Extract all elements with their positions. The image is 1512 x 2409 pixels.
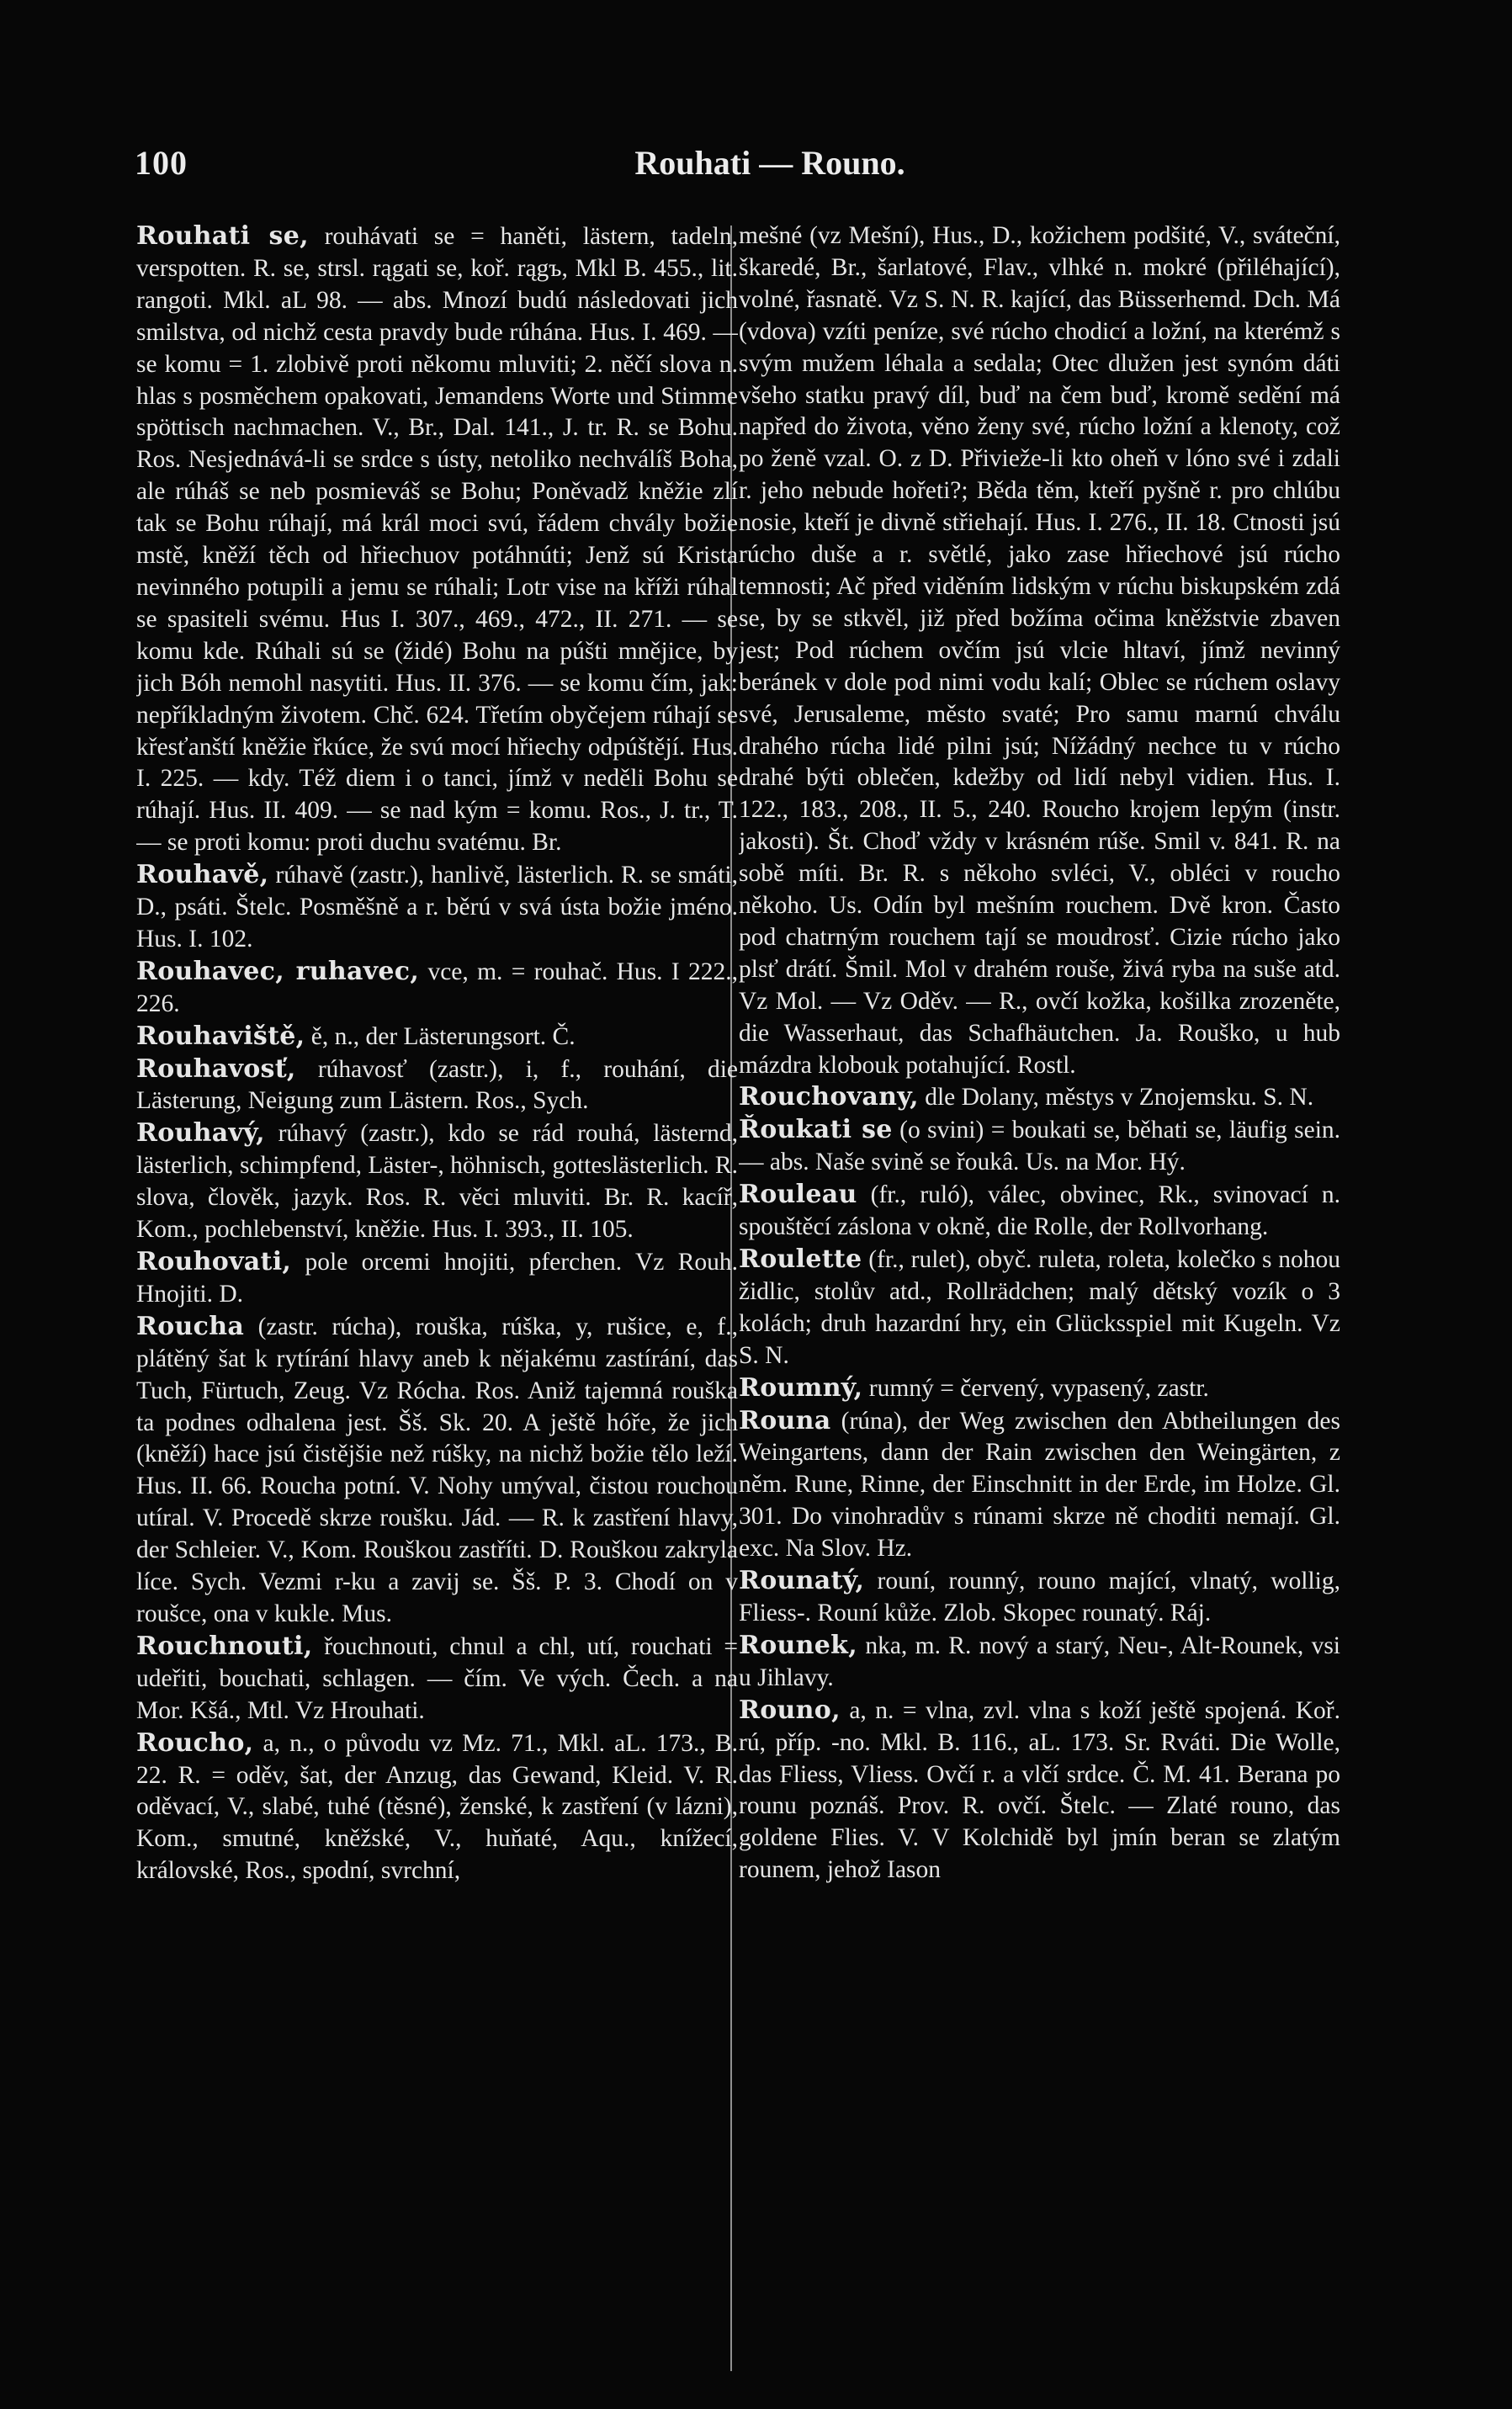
dictionary-entry [739, 1695, 1340, 1886]
entry-headword: Rouhavosť, [136, 1053, 296, 1084]
running-head: Rouhati — Rouno. [634, 144, 905, 182]
entry-text: rúhavý (zastr.), kdo se rád rouhá, lästernd, lästerlich, schimpfend, Läster-, höhnisch, gotteslästerlich. R. slova, člověk, jazyk. Ros. R. věci mluviti. Br. R. kacíř, Kom., pochlebenství, kněžie. Hus. I. 393., II. 105. [136, 1120, 738, 1244]
entry-headword: Rouhavě, [136, 860, 269, 890]
entry-headword: Rouna [739, 1405, 831, 1435]
entry-text: rumný = červený, vypasený, zastr. [868, 1374, 1209, 1402]
entry-text: mešné (vz Mešní), Hus., D., kožichem podšité, V., sváteční, škaredé, Br., šarlatové, Flav., vlhké n. mokré (přiléhající), volné, řasnatě. Vz S. N. R. kající, das Büsserhemd. Dch. Má (vdova) vzíti peníze, své rúcho chodicí a ložní, na kterémž s svým mužem léhala a sedala; Otec dlužen jest synóm dáti všeho statku pravý díl, buď na čem buď, kromě sedění má napřed do života, věno ženy své, rúcho ložní a klenoty, což po ženě vzal. O. z D. Přivieže-li kto oheň v lóno své i zdali r. jeho nebude hořeti?; Běda těm, kteří pyšně r. pro chlúbu nosie, kteří je divně střiehají. Hus. I. 276., II. 18. Ctnosti jsú rúcho duše a r. světlé, jako zase hřiechové jsú rúcho temnosti; Ač před viděním lidským v rúchu biskupském zdá se, by se stkvěl, již před božíma očima kněžstvie zbaven jest; Pod rúchem ovčím jsú vlcie hltaví, jímž nevinný beránek v dole pod nimi vodu kalí; Oblec se rúchem oslavy své, Jerusaleme, město svaté; Pro samu marnú chválu drahého rúcha lidé pilni jsú; Nížádný nechce tu v rúcho drahé býti oblečen, kdežby od lidí nebyl vidien. Hus. I. 122., 183., 208., II. 5., 240. Roucho krojem lepým (instr. jakosti). Št. Choď vždy v krásném rúše. Smil v. 841. R. na sobě míti. Br. R. s někoho svléci, V., obléci v roucho někoho. Us. Odín byl mešním rouchem. Dvě kron. Často pod chatrným rouchem tají se moudrosť. Cizie rúcho jako plsť drátí. Šmil. Mol v drahém rouše, živá ryba na suše atd. Vz Mol. — Vz Oděv. — R., ovčí kožka, košilka zrozeněte, die Wasserhaut, das Schafhäutchen. Ja. Rouško, u hub mázdra klobouk potahující. Rostl. [739, 222, 1340, 1079]
page-number: 100 [135, 144, 188, 182]
entry-headword: Rouhaviště, [136, 1021, 305, 1051]
entry-text: (fr., rulet), obyč. ruleta, roleta, kolečko s nohou židlic, stolův atd., Rollrädchen; malý dětský vozík o 3 kolách; druh hazardní hry, ein Glücksspiel mit Kugeln. Vz S. N. [739, 1246, 1340, 1369]
entry-headword: Rouchnouti, [136, 1631, 313, 1661]
entry-text: rouhávati se = haněti, lästern, tadeln, verspotten. R. se, strsl. rągati se, koř. rągъ, Mkl B. 455., lit. rangoti. Mkl. aL 98. — abs. Mnozí budú následovati jich smilstva, od nichž cesta pravdy bude rúhána. Hus. I. 469. — se komu = 1. zlobivě proti někomu mluviti; 2. něčí slova n. hlas s posměchem opakovati, Jemandens Worte und Stimme spöttisch nachmachen. V., Br., Dal. 141., J. tr. R. se Bohu. Ros. Nesjednává-li se srdce s ústy, netoliko nechválíš Boha, ale rúháš se neb posmieváš se Bohu; Poněvadž kněžie zlí tak se Bohu rúhají, má král moci svú, řádem chvály božie mstě, kněží těch od hřiechuov potáhnúti; Jenž sú Krista nevinného potupili a jemu se rúhali; Lotr vise na kříži rúhal se spasiteli svému. Hus I. 307., 469., 472., II. 271. — se komu kde. Rúhali sú se (židé) Bohu na púšti mnějice, by jich Bóh nemohl nasytiti. Hus. II. 376. — se komu čím, jak: nepříkladným životem. Chč. 624. Třetím obyčejem rúhají se křesťanští kněžie řkúce, že svú mocí hřiechy odpúštějí. Hus. I. 225. — kdy. Též diem i o tanci, jímž v neděli Bohu se rúhají. Hus. II. 409. — se nad kým = komu. Ros., J. tr., T. — se proti komu: proti duchu svatému. Br. [136, 223, 738, 857]
entry-text: (zastr. rúcha), rouška, rúška, y, rušice, e, f., plátěný šat k rytírání hlavy aneb k nějakému zastírání, das Tuch, Fürtuch, Zeug. Vz Rócha. Ros. Aniž tajemná rouška ta podnes odhalena jest. Šš. Sk. 20. A ještě hóře, že jich (kněží) hace jsú čistějšie než rúšky, na nichž božie tělo leží. Hus. II. 66. Roucha potní. V. Nohy umýval, čistou rouchou utíral. V. Procedě skrze roušku. Jád. — R. k zastření hlavy, der Schleier. V., Kom. Rouškou zastříti. D. Rouškou zakryla líce. Sych. Vezmi r-ku a zavij se. Šš. P. 3. Chodí on v roušce, ona v kukle. Mus. [136, 1313, 738, 1627]
entry-headword: Rounek, [739, 1630, 857, 1660]
entry-text: a, n., o původu vz Mz. 71., Mkl. aL. 173., B. 22. R. = oděv, šat, der Anzug, das Gewand, Kleid. V. R. oděvací, V., slabé, tuhé (těsné), ženské, k zastření (v lázni), Kom., smutné, kněžské, V., huňaté, Aqu., knížecí, královské, Ros., spodní, svrchní, [136, 1729, 738, 1885]
entry-headword: Rouhovati, [136, 1247, 292, 1276]
right-column [739, 220, 1340, 2370]
dictionary-entry [136, 220, 738, 859]
dictionary-entry [739, 1244, 1340, 1372]
entry-headword: Rounatý, [739, 1566, 865, 1596]
entry-text: nka, m. R. nový a starý, Neu-, Alt-Rounek, vsi u Jihlavy. [739, 1632, 1340, 1691]
entry-headword: Roucha [136, 1311, 245, 1341]
page-header [135, 143, 1405, 194]
left-column [136, 220, 738, 2370]
dictionary-entry [136, 1053, 738, 1118]
entry-text: (o svini) = boukati se, běhati se, läufig sein. — abs. Naše svině se řoukâ. Us. na Mor. Hý. [739, 1117, 1340, 1176]
entry-headword: Roucho, [136, 1727, 254, 1758]
entry-text: rúhavosť (zastr.), i, f., rouhání, die Lästerung, Neigung zum Lästern. Ros., Sych. [136, 1055, 738, 1115]
entry-headword: Roulette [739, 1244, 862, 1274]
entry-headword: Rouleau [739, 1180, 857, 1210]
dictionary-entry [136, 1117, 738, 1246]
dictionary-entry [739, 1114, 1340, 1179]
dictionary-entry [739, 1405, 1340, 1566]
entry-text: dle Dolany, městys v Znojemsku. S. N. [925, 1084, 1314, 1112]
dictionary-entry [136, 1021, 738, 1053]
dictionary-entry [136, 1631, 738, 1727]
dictionary-entry [136, 956, 738, 1021]
dictionary-entry [136, 1311, 738, 1631]
entry-text: rúhavě (zastr.), hanlivě, lästerlich. R. se smáti, D., psáti. Štelc. Posměšně a r. běrú v svá ústa božie jméno. Hus. I. 102. [136, 862, 738, 952]
entry-headword: Rouchovany, [739, 1082, 919, 1112]
entry-headword: Rouhavec, ruhavec, [136, 956, 420, 986]
entry-headword: Rouhati se, [136, 221, 309, 251]
dictionary-entry [739, 1081, 1340, 1114]
entry-text: řouchnouti, chnul a chl, utí, rouchati = udeřiti, bouchati, schlagen. — čím. Ve vých. Čech. a na Mor. Kšá., Mtl. Vz Hrouhati. [136, 1632, 738, 1724]
dictionary-entry [739, 1372, 1340, 1405]
entry-headword: Roumný, [739, 1372, 863, 1403]
dictionary-entry [136, 1727, 738, 1888]
entry-headword: Rouhavý, [136, 1118, 265, 1149]
dictionary-entry [739, 1565, 1340, 1630]
entry-headword: Rouno, [739, 1695, 841, 1725]
dictionary-entry [136, 859, 738, 956]
dictionary-entry [739, 1179, 1340, 1244]
entry-text: a, n. = vlna, zvl. vlna s koží ještě spojená. Koř. rú, příp. -no. Mkl. B. 116., aL. 173. Sr. Rváti. Die Wolle, das Fliess, Vliess. Ovčí r. a vlčí srdce. Č. M. 41. Berana po rounu poznáš. Prov. R. ovčí. Štelc. — Zlaté rouno, das goldene Flies. V. V Kolchidě byl jmín beran se zlatým rounem, jehož Iason [739, 1696, 1340, 1884]
dictionary-entry [136, 1246, 738, 1311]
entry-text: (fr., ruló), válec, obvinec, Rk., svinovací n. spouštěcí záslona v okně, die Rolle, der Rollvorhang. [739, 1181, 1340, 1241]
entry-text: vce, m. = rouhač. Hus. I 222., 226. [136, 958, 738, 1017]
entry-text: ě, n., der Lästerungsort. Č. [310, 1022, 576, 1050]
entry-text: (rúna), der Weg zwischen den Abtheilungen des Weingartens, dann der Rain zwischen den Weingärten, z něm. Rune, Rinne, der Einschnitt in der Erde, im Holze. Gl. 301. Do vinohradův s rúnami skrze ně choditi nemají. Gl. exc. Na Slov. Hz. [739, 1407, 1340, 1563]
entry-headword: Řoukati se [739, 1115, 893, 1145]
dictionary-entry [739, 220, 1340, 1081]
entry-text: rouní, rounný, rouno mající, vlnatý, wollig, Fliess-. Rouní kůže. Zlob. Skopec rounatý. Ráj. [739, 1568, 1340, 1626]
entry-text: pole orcemi hnojiti, pferchen. Vz Rouh. Hnojiti. D. [136, 1249, 738, 1308]
dictionary-entry [739, 1630, 1340, 1695]
